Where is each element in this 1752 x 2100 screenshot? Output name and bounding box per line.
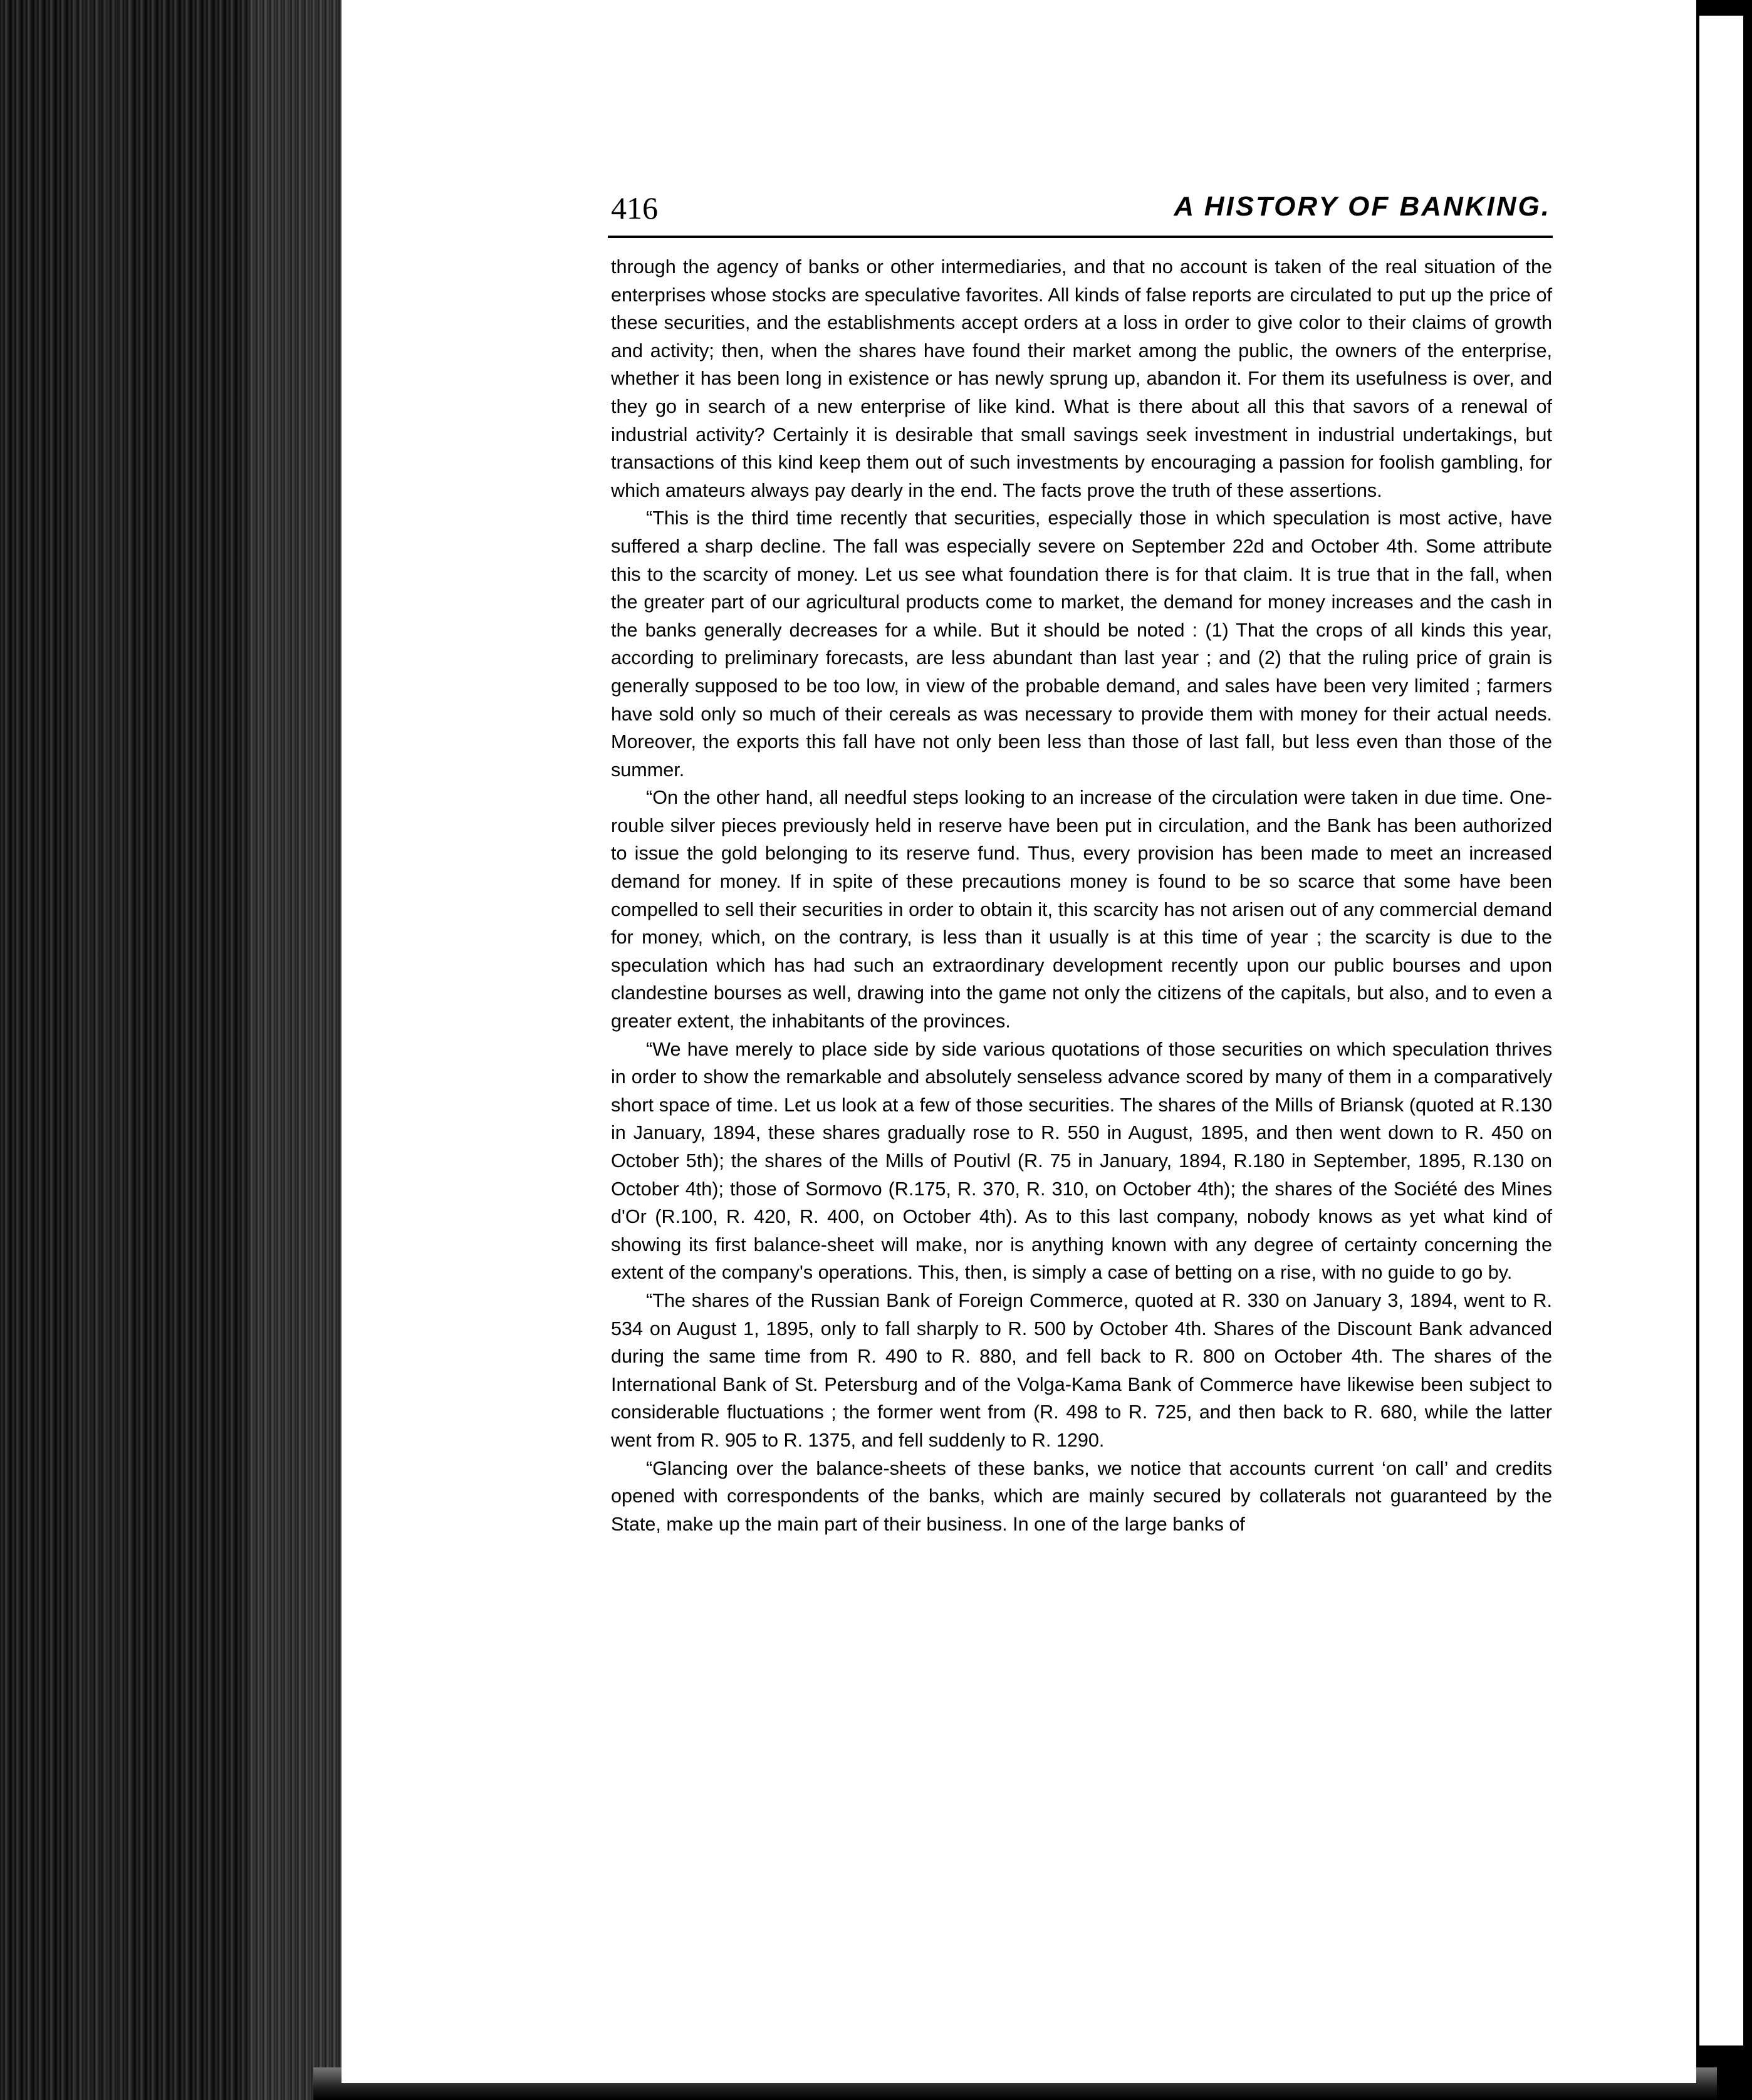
paragraph: “This is the third time recently that securities, especially those in which speculation is most active, have suffered a sharp decline. The fall was especially severe on September 22d and October 4th. Some attribute this to the scarcity of money. Let us see what foundation there is for that claim. It is true that in the fall, when the greater part of our agricultural products come to market, the demand for money increases and the cash in the banks generally decreases for a while. But it should be noted : (1) That the crops of all kinds this year, according to preliminary forecasts, are less abundant than last year ; and (2) that the ruling price of grain is generally supposed to be too low, in view of the probable demand, and sales have been very limited ; farmers have sold only so much of their cereals as was necessary to provide them with money for their actual needs. Moreover, the exports this fall have not only been less than those of last fall, but less even than those of the summer. (611, 507, 1552, 781)
page-number: 416 (611, 190, 658, 226)
paragraph: “We have merely to place side by side various quotations of those securities on which speculation thrives in order to show the remarkable and absolutely senseless advance scored by many of them in a comparatively short space of time. Let us look at a few of those securities. The shares of the Mills of Briansk (quoted at R.130 in January, 1894, these shares gradually rose to R. 550 in August, 1895, and then went down to R. 450 on October 5th); the shares of the Mills of Poutivl (R. 75 in January, 1894, R.180 in September, 1895, R.130 on October 4th); those of Sormovo (R.175, R. 370, R. 310, on October 4th); the shares of the Société des Mines d'Or (R.100, R. 420, R. 400, on October 4th). As to this last company, nobody knows as yet what kind of showing its first balance-sheet will make, nor is anything known with any degree of certainty concerning the extent of the company's operations. This, then, is simply a case of betting on a rise, with no guide to go by. (611, 1038, 1552, 1284)
body-text (611, 253, 1552, 1538)
running-title: A HISTORY OF BANKING. (1174, 191, 1551, 222)
facing-page-edge (1699, 16, 1743, 2045)
book-edge-streak (248, 0, 342, 2100)
page-header (611, 185, 1551, 235)
paragraph: “Glancing over the balance-sheets of these banks, we notice that accounts current ‘on call’ and credits opened with correspondents of the banks, which are mainly secured by collaterals not guaranteed by the State, make up the main part of their business. In one of the large banks of (611, 1457, 1552, 1535)
paragraph: “The shares of the Russian Bank of Foreign Commerce, quoted at R. 330 on January 3, 1894, went to R. 534 on August 1, 1895, only to fall sharply to R. 500 by October 4th. Shares of the Discount Bank advanced during the same time from R. 490 to R. 880, and fell back to R. 800 on October 4th. The shares of the International Bank of St. Petersburg and of the Volga-Kama Bank of Commerce have likewise been subject to considerable fluctuations ; the former went from (R. 498 to R. 725, and then back to R. 680, while the latter went from R. 905 to R. 1375, and fell suddenly to R. 1290. (611, 1289, 1552, 1451)
book-edge-streak (75, 0, 132, 2100)
paragraph: “On the other hand, all needful steps looking to an increase of the circulation were taken in due time. One-rouble silver pieces previously held in reserve have been put in circulation, and the Bank has been authorized to issue the gold belonging to its reserve fund. Thus, every provision has been made to meet an increased demand for money. If in spite of these precautions money is found to be so scarce that some have been compelled to sell their securities in order to obtain it, this scarcity has not arisen out of any commercial demand for money, which, on the contrary, is less than it usually is at this time of year ; the scarcity is due to the speculation which has had such an extraordinary development recently upon our public bourses and upon clandestine bourses as well, drawing into the game not only the citizens of the capitals, but also, and to even a greater extent, the inhabitants of the provinces. (611, 787, 1552, 1032)
header-rule (608, 236, 1553, 238)
paragraph: through the agency of banks or other intermediaries, and that no account is taken of the real situation of the enterprises whose stocks are speculative favorites. All kinds of false reports are circulated to put up the price of these securities, and the establishments accept orders at a loss in order to give color to their claims of growth and activity; then, when the shares have found their market among the public, the owners of the enterprise, whether it has been long in existence or has newly sprung up, abandon it. For them its usefulness is over, and they go in search of a new enterprise of like kind. What is there about all this that savors of a renewal of industrial activity? Certainly it is desirable that small savings seek investment in industrial undertakings, but transactions of this kind keep them out of such investments by encouraging a passion for foolish gambling, for which amateurs always pay dearly in the end. The facts prove the truth of these assertions. (611, 256, 1552, 501)
